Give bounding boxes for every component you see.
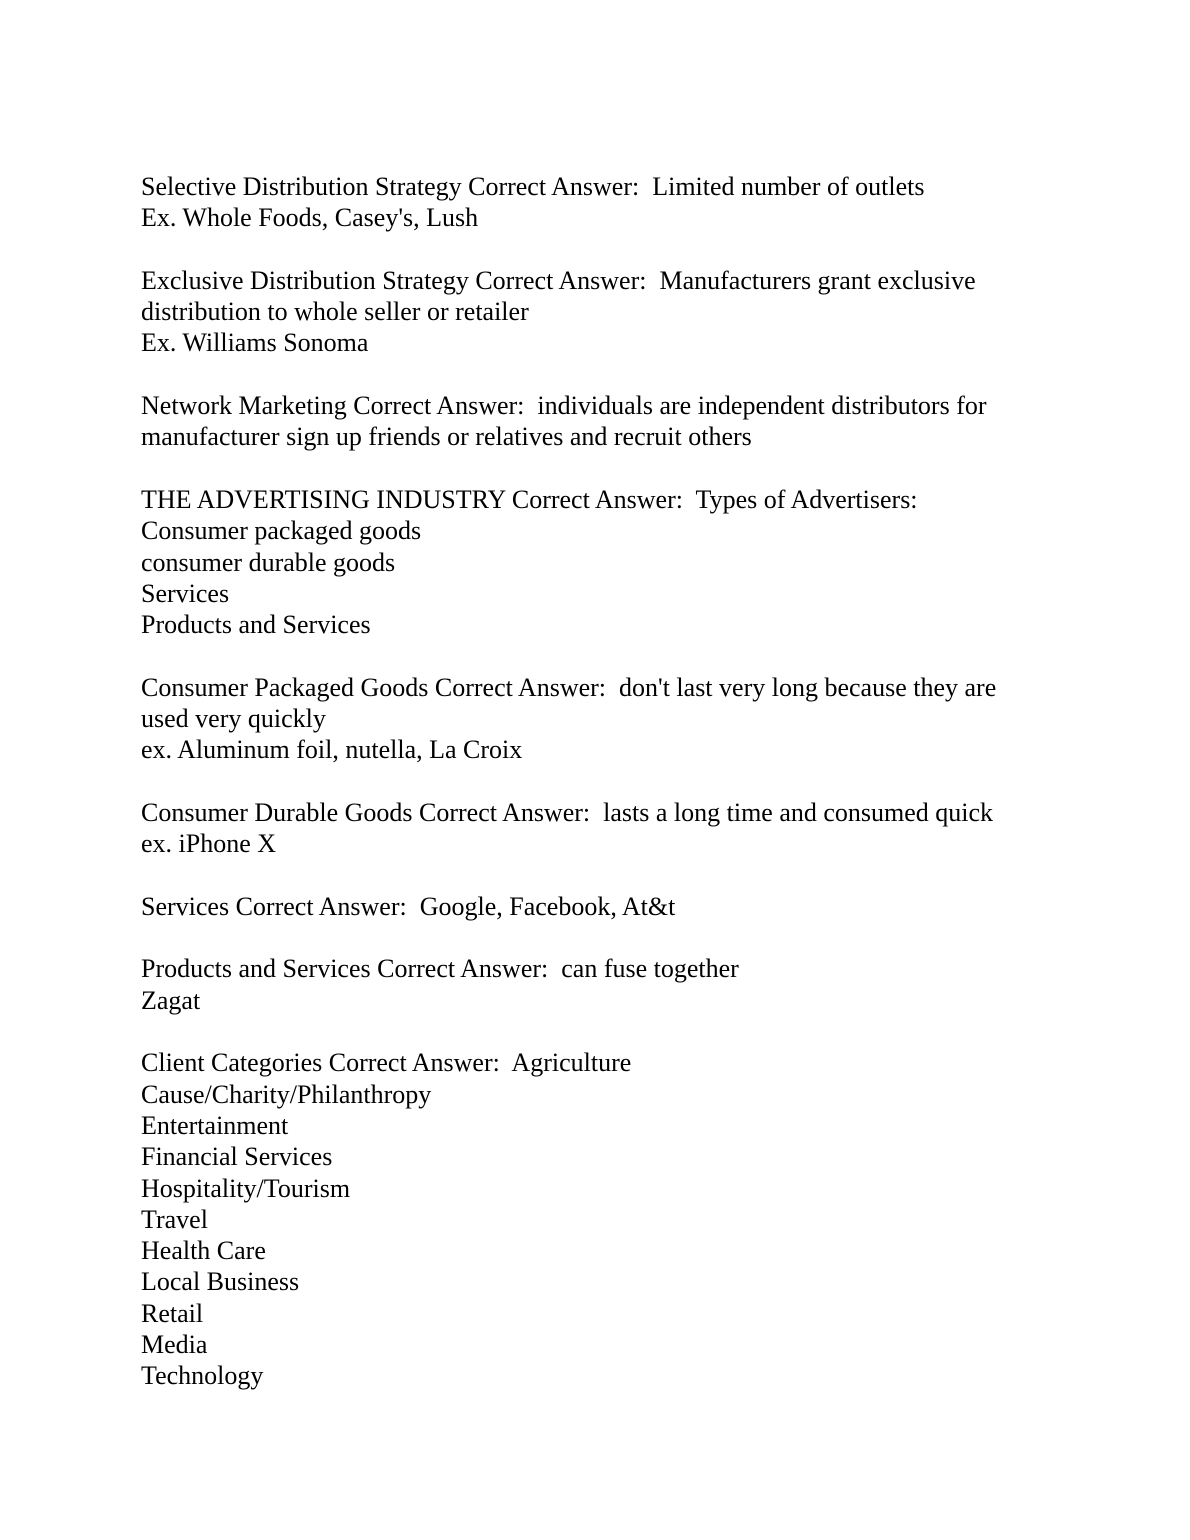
entry-line: Media	[141, 1329, 208, 1359]
entry-line: Selective Distribution Strategy Correct Answer: Limited number of outlets	[141, 172, 925, 201]
entry-line: Services Correct Answer: Google, Facebook, At&t	[141, 891, 676, 921]
entry-line: Ex. Whole Foods, Casey's, Lush	[141, 203, 479, 233]
entry-products-and-services	[141, 953, 1061, 1016]
entry-line: THE ADVERTISING INDUSTRY Correct Answer: Types of Advertisers:	[141, 484, 918, 514]
entry-line: distribution to whole seller or retailer	[141, 297, 529, 327]
entry-line: Travel	[141, 1204, 208, 1234]
entry-line: Zagat	[141, 985, 201, 1015]
entry-line: Entertainment	[141, 1110, 289, 1140]
entry-client-categories	[141, 1047, 1061, 1391]
entry-exclusive-distribution	[141, 265, 1061, 359]
entry-line: Products and Services Correct Answer: can fuse together	[141, 954, 739, 984]
entry-line: Exclusive Distribution Strategy Correct Answer: Manufacturers grant exclusive	[141, 265, 976, 295]
entry-consumer-durable-goods	[141, 797, 1061, 860]
document-body	[141, 171, 1061, 1423]
entry-line: Client Categories Correct Answer: Agriculture	[141, 1048, 632, 1078]
entry-line: Services	[141, 578, 230, 608]
entry-line: Network Marketing Correct Answer: individuals are independent distributors for	[141, 391, 987, 421]
entry-network-marketing	[141, 390, 1061, 453]
entry-line: Ex. Williams Sonoma	[141, 328, 369, 358]
entry-services	[141, 891, 1061, 922]
entry-line: Consumer Packaged Goods Correct Answer: don't last very long because they are	[141, 672, 997, 702]
entry-line: Cause/Charity/Philanthropy	[141, 1079, 432, 1109]
entry-line: ex. Aluminum foil, nutella, La Croix	[141, 735, 523, 765]
entry-line: manufacturer sign up friends or relatives and recruit others	[141, 422, 752, 452]
entry-line: Financial Services	[141, 1142, 333, 1172]
entry-line: Consumer Durable Goods Correct Answer: lasts a long time and consumed quick	[141, 797, 994, 827]
entry-line: Technology	[141, 1361, 264, 1391]
entry-consumer-packaged-goods	[141, 672, 1061, 766]
entry-line: Products and Services	[141, 610, 371, 640]
entry-line: Local Business	[141, 1267, 300, 1297]
entry-line: Hospitality/Tourism	[141, 1173, 351, 1203]
entry-line: consumer durable goods	[141, 547, 396, 577]
entry-line: Health Care	[141, 1236, 266, 1266]
entry-advertising-industry	[141, 484, 1061, 640]
entry-line: used very quickly	[141, 704, 326, 734]
entry-line: Retail	[141, 1298, 204, 1328]
entry-line: ex. iPhone X	[141, 829, 277, 859]
entry-selective-distribution	[141, 171, 1061, 234]
entry-line: Consumer packaged goods	[141, 516, 422, 546]
